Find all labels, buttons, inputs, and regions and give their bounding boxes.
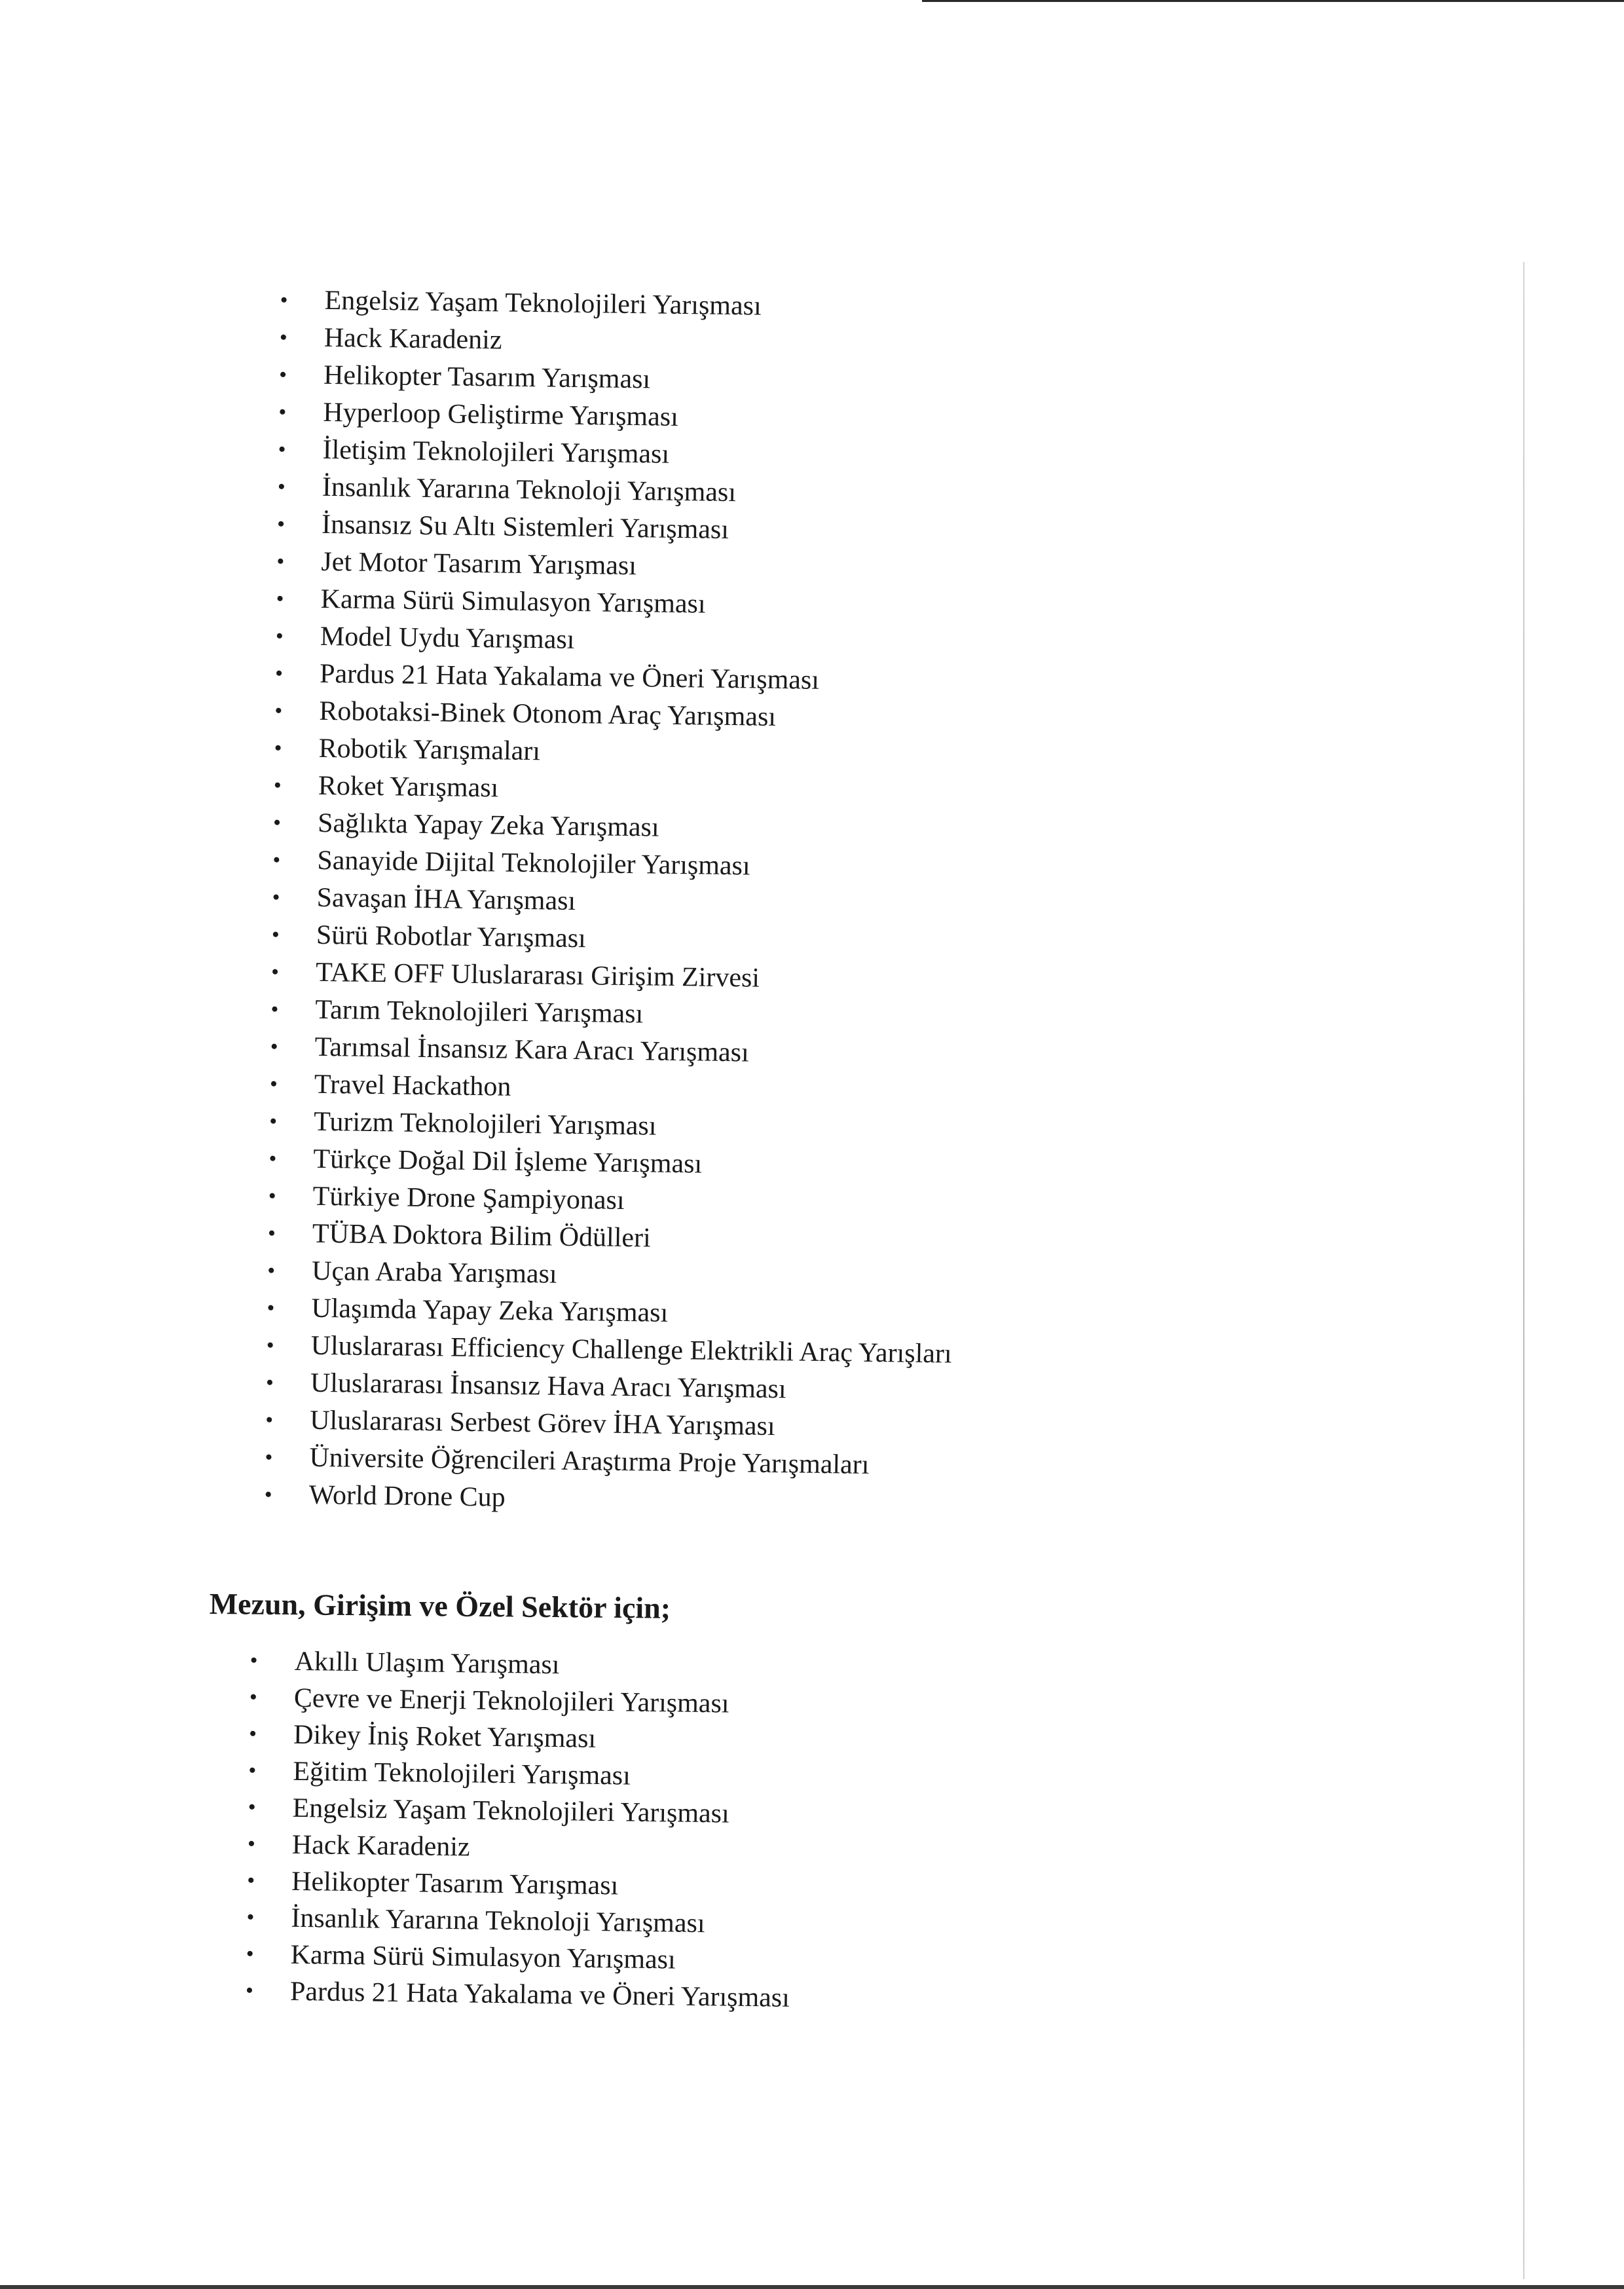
list-item: • Engelsiz Yaşam Teknolojileri Yarışması [248,1789,792,1833]
list-item: • Helikopter Tasarım Yarışması [247,1863,792,1907]
list-item: • Akıllı Ulaşım Yarışması [249,1643,794,1686]
list-item: • Hack Karadeniz [280,319,966,365]
list-item: • İnsansız Su Altı Sistemleri Yarışması [277,506,963,552]
list-item: • Hyperloop Geliştirme Yarışması [278,394,965,440]
list-item: • Tarım Teknolojileri Yarışması [270,991,957,1037]
list-item: • Turizm Teknolojileri Yarışması [269,1103,955,1149]
list-item: • Robotaksi-Binek Otonom Araç Yarışması [274,692,961,739]
list-item: • İnsanlık Yararına Teknoloji Yarışması [278,468,964,515]
list-item: • Dikey İniş Roket Yarışması [249,1716,794,1760]
list-item: • Türkçe Doğal Dil İşleme Yarışması [268,1140,955,1187]
list-item: • Eğitim Teknolojileri Yarışması [248,1753,793,1796]
list-item: • Travel Hackathon [270,1066,956,1112]
competition-list [264,282,965,1523]
list-item: • Sürü Robotlar Yarışması [272,916,958,963]
list-item: • İletişim Teknolojileri Yarışması [278,431,964,477]
list-item: • Robotik Yarışmaları [274,730,960,776]
list-item: • Model Uydu Yarışması [276,618,962,664]
list-item: • Sağlıkta Yapay Zeka Yarışması [273,804,959,851]
list-item: • Savaşan İHA Yarışması [272,879,958,925]
graduate-competition-list [246,1643,794,2017]
section-heading: Mezun, Girişim ve Özel Sektör için; [209,1587,671,1625]
scan-bottom-edge [0,2285,1624,2289]
list-item: • Karma Sürü Simulasyon Yarışması [276,580,962,627]
list-item: • Karma Sürü Simulasyon Yarışması [246,1936,790,1980]
list-item: • World Drone Cup [264,1476,950,1523]
list-item: • Engelsiz Yaşam Teknolojileri Yarışması [280,282,966,328]
list-item: • Uçan Araba Yarışması [267,1252,953,1299]
list-item: • Çevre ve Enerji Teknolojileri Yarışması [249,1679,794,1723]
scan-right-edge [1523,262,1524,2279]
list-item: • Üniversite Öğrencileri Araştırma Proje Yarışmaları [265,1439,951,1485]
list-item: • Sanayide Dijital Teknolojiler Yarışması [272,842,959,888]
scan-top-edge [922,0,1624,2]
list-item: • Uluslararası Serbest Görev İHA Yarışması [265,1402,951,1448]
list-item: • Ulaşımda Yapay Zeka Yarışması [267,1290,953,1336]
list-item: • TÜBA Doktora Bilim Ödülleri [268,1215,954,1261]
list-item: • Türkiye Drone Şampiyonası [268,1178,954,1224]
list-item: • Uluslararası Efficiency Challenge Elektrikli Araç Yarışları [266,1327,952,1373]
list-item: • Helikopter Tasarım Yarışması [279,356,965,403]
list-item: • Jet Motor Tasarım Yarışması [276,543,963,589]
list-item: • Hack Karadeniz [248,1826,792,1870]
list-item: • Tarımsal İnsansız Kara Aracı Yarışması [270,1028,956,1075]
list-item: • Pardus 21 Hata Yakalama ve Öneri Yarışması [246,1973,790,2017]
list-item: • Uluslararası İnsansız Hava Aracı Yarışması [266,1364,952,1411]
list-item: • TAKE OFF Uluslararası Girişim Zirvesi [271,954,957,1000]
list-item: • İnsanlık Yararına Teknoloji Yarışması [246,1899,791,1943]
list-item: • Pardus 21 Hata Yakalama ve Öneri Yarışması [275,655,961,701]
list-item: • Roket Yarışması [274,767,960,813]
